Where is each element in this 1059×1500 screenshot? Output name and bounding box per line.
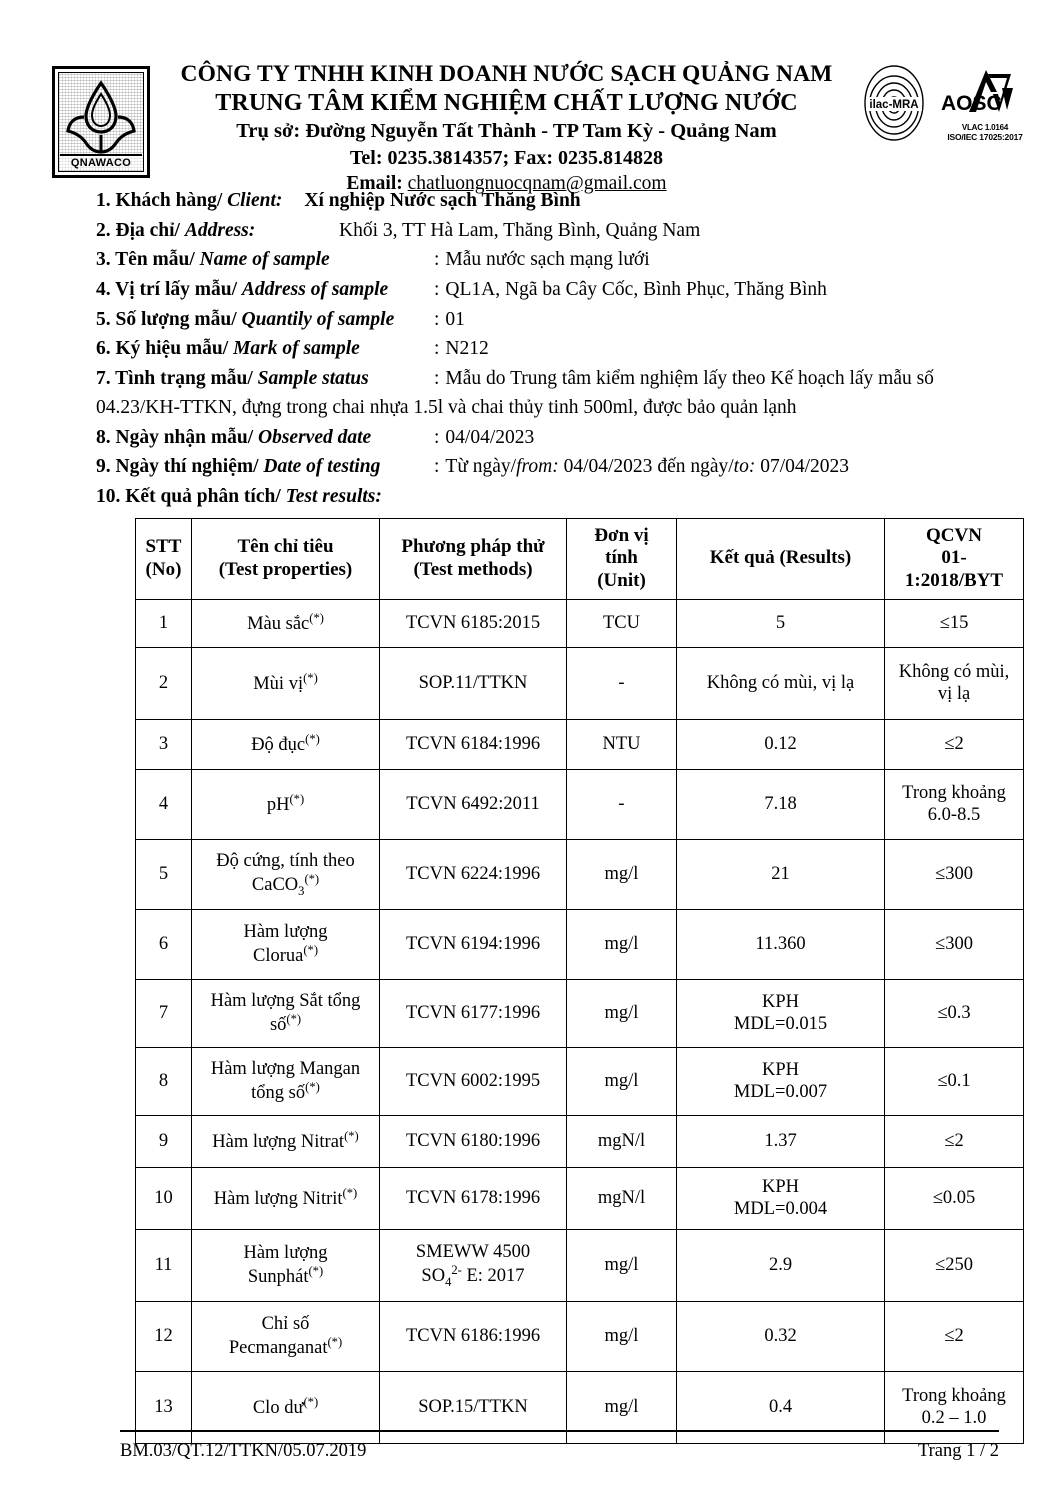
info-label-en: Quantily of sample	[241, 308, 395, 330]
info-number: 1.	[96, 190, 111, 211]
aosc-mark	[939, 64, 1031, 142]
email-label: Email:	[346, 173, 403, 195]
info-label-vi: Số lượng mẫu/	[115, 308, 237, 330]
cell-result: 0.12	[677, 719, 885, 769]
cell-property: pH(*)	[192, 769, 380, 839]
cell-result: 1.37	[677, 1115, 885, 1167]
from-label-vi: Từ ngày/	[445, 456, 517, 478]
cell-property: Màu sắc(*)	[192, 599, 380, 647]
cell-unit: mg/l	[567, 839, 677, 909]
cell-property: Hàm lượng Clorua(*)	[192, 909, 380, 979]
table-row	[136, 719, 1024, 769]
cell-unit: TCU	[567, 599, 677, 647]
iso-standard: ISO/IEC 17025:2017	[947, 132, 1023, 142]
cell-property: Hàm lượng Nitrit(*)	[192, 1167, 380, 1229]
cell-result: KPH MDL=0.007	[677, 1047, 885, 1115]
cell-method: TCVN 6224:1996	[380, 839, 567, 909]
table-row	[136, 979, 1024, 1047]
cell-property: Hàm lượng Mangan tổng số(*)	[192, 1047, 380, 1115]
info-value-mark: N212	[445, 338, 489, 360]
info-separator: :	[434, 367, 440, 389]
svg-text:ilac-MRA: ilac-MRA	[869, 99, 919, 111]
cell-no: 1	[136, 599, 192, 647]
info-label-vi: Tình trạng mẫu/	[115, 367, 253, 389]
table-row	[136, 1301, 1024, 1371]
logo-wordmark: QNAWACO	[60, 154, 142, 169]
cell-method: TCVN 6177:1996	[380, 979, 567, 1047]
page-footer	[120, 1430, 999, 1462]
info-number: 6.	[96, 338, 111, 360]
cell-no: 2	[136, 647, 192, 719]
cell-unit: mg/l	[567, 909, 677, 979]
from-date: 04/04/2023	[558, 456, 658, 478]
info-label-en: Address:	[184, 219, 256, 241]
info-label-vi: Ngày nhận mẫu/	[115, 426, 254, 448]
cell-property: Mùi vị(*)	[192, 647, 380, 719]
cell-method: SOP.11/TTKN	[380, 647, 567, 719]
info-separator: :	[434, 278, 440, 300]
cell-no: 10	[136, 1167, 192, 1229]
cell-result: 21	[677, 839, 885, 909]
info-number: 7.	[96, 367, 111, 389]
info-label-en: Observed date	[258, 426, 372, 448]
company-logo	[52, 66, 150, 178]
to-label-en: to:	[733, 456, 756, 478]
cell-no: 3	[136, 719, 192, 769]
cell-result: 0.32	[677, 1301, 885, 1371]
cell-limit: Không có mùi, vị lạ	[885, 647, 1024, 719]
info-number: 8.	[96, 426, 111, 448]
col-header-stt: STT (No)	[136, 518, 192, 599]
info-value-sample-address: QL1A, Ngã ba Cây Cốc, Bình Phục, Thăng Bình	[445, 278, 827, 300]
info-label-en: Client:	[227, 190, 283, 211]
cell-limit: ≤300	[885, 839, 1024, 909]
table-row	[136, 1047, 1024, 1115]
cell-limit: Trong khoảng 0.2 – 1.0	[885, 1371, 1024, 1443]
address-value: Đường Nguyễn Tất Thành - TP Tam Kỳ - Quảng Nam	[305, 119, 777, 142]
cell-unit: mg/l	[567, 979, 677, 1047]
cell-method: TCVN 6492:2011	[380, 769, 567, 839]
results-heading-vi: Kết quả phân tích/	[125, 485, 281, 507]
results-heading-en: Test results:	[285, 485, 382, 507]
info-separator: :	[434, 308, 440, 330]
info-row-sample-address	[96, 275, 1029, 305]
to-date: 07/04/2023	[755, 456, 850, 478]
cell-result: 0.4	[677, 1371, 885, 1443]
cell-method: TCVN 6184:1996	[380, 719, 567, 769]
cell-result: 2.9	[677, 1229, 885, 1301]
cell-no: 9	[136, 1115, 192, 1167]
table-header-row	[136, 518, 1024, 599]
cell-method: TCVN 6180:1996	[380, 1115, 567, 1167]
cell-unit: mg/l	[567, 1047, 677, 1115]
cell-no: 7	[136, 979, 192, 1047]
info-label-en: Date of testing	[263, 456, 381, 478]
info-value-sample-status: Mẫu do Trung tâm kiểm nghiệm lấy theo Kế hoạch lấy mẫu số	[445, 367, 934, 389]
info-number: 9.	[96, 456, 111, 478]
cell-no: 6	[136, 909, 192, 979]
cell-unit: -	[567, 647, 677, 719]
info-number: 10.	[96, 485, 121, 507]
cell-result: Không có mùi, vị lạ	[677, 647, 885, 719]
cell-unit: -	[567, 769, 677, 839]
info-label-en: Address of sample	[241, 278, 389, 300]
table-row	[136, 1229, 1024, 1301]
results-table-wrapper	[0, 512, 1059, 1444]
company-telfax: Tel: 0235.3814357; Fax: 0235.814828	[349, 146, 664, 169]
table-row	[136, 647, 1024, 719]
page-number: Trang 1 / 2	[917, 1441, 999, 1461]
cell-no: 11	[136, 1229, 192, 1301]
cell-limit: ≤300	[885, 909, 1024, 979]
cell-no: 5	[136, 839, 192, 909]
info-label-vi: Ký hiệu mẫu/	[115, 338, 229, 360]
info-row-sample-status	[96, 364, 1029, 394]
info-row-address	[96, 216, 1029, 246]
info-label-vi: Địa chỉ/	[115, 219, 180, 241]
document-header	[0, 0, 1059, 195]
table-row	[136, 769, 1024, 839]
info-number: 2.	[96, 219, 111, 241]
cell-limit: ≤0.1	[885, 1047, 1024, 1115]
cell-limit: ≤2	[885, 1115, 1024, 1167]
info-number: 3.	[96, 249, 111, 271]
table-row	[136, 1115, 1024, 1167]
sample-info-list	[0, 180, 1059, 512]
info-separator: :	[434, 338, 440, 360]
cell-limit: ≤15	[885, 599, 1024, 647]
cell-result: KPH MDL=0.004	[677, 1167, 885, 1229]
col-header-test-methods: Phương pháp thử (Test methods)	[380, 518, 567, 599]
cell-result: 7.18	[677, 769, 885, 839]
cell-unit: mgN/l	[567, 1167, 677, 1229]
info-row-sample-name	[96, 245, 1029, 275]
cell-unit: mg/l	[567, 1301, 677, 1371]
cell-no: 12	[136, 1301, 192, 1371]
info-label-en: Name of sample	[199, 249, 330, 271]
info-label-vi: Tên mẫu/	[115, 249, 195, 271]
cell-method: SMEWW 4500 $SO_4^{2-}$ E: 2017	[380, 1229, 567, 1301]
col-header-unit: Đơn vị tính (Unit)	[567, 518, 677, 599]
table-row	[136, 909, 1024, 979]
info-value-sample-name: Mẫu nước sạch mạng lưới	[445, 249, 650, 271]
cell-limit: ≤0.3	[885, 979, 1024, 1047]
cell-method: TCVN 6178:1996	[380, 1167, 567, 1229]
aosc-logo-icon	[939, 64, 1031, 120]
table-row	[136, 839, 1024, 909]
col-header-test-properties: Tên chỉ tiêu (Test properties)	[192, 518, 380, 599]
cell-result: 5	[677, 599, 885, 647]
info-value-quantity: 01	[445, 308, 465, 330]
sample-status-continuation: 04.23/KH-TTKN, đựng trong chai nhựa 1.5l và chai thủy tinh 500ml, được bảo quản lạnh	[96, 397, 797, 419]
info-value-observed-date: 04/04/2023	[445, 426, 535, 448]
cell-unit: mg/l	[567, 1229, 677, 1301]
info-number: 5.	[96, 308, 111, 330]
cell-property: Hàm lượng Sunphát(*)	[192, 1229, 380, 1301]
company-address	[156, 118, 857, 145]
cell-method: TCVN 6185:2015	[380, 599, 567, 647]
info-row-testing-date	[96, 452, 1029, 482]
ilac-mra-seal-icon	[863, 64, 925, 142]
cell-result: KPH MDL=0.015	[677, 979, 885, 1047]
info-separator: :	[434, 456, 440, 478]
info-label-vi: Khách hàng/	[115, 190, 223, 211]
cell-unit: mgN/l	[567, 1115, 677, 1167]
vlac-code: VLAC 1.0164	[961, 123, 1009, 132]
email-link[interactable]: chatluongnuocqnam@gmail.com	[407, 173, 667, 195]
form-code: BM.03/QT.12/TTKN/05.07.2019	[120, 1441, 367, 1461]
info-separator: :	[434, 249, 440, 271]
svg-text:AOSC: AOSC	[941, 92, 1002, 115]
info-separator: :	[434, 426, 440, 448]
cell-no: 4	[136, 769, 192, 839]
info-number: 4.	[96, 278, 111, 300]
info-row-client	[96, 186, 1029, 216]
address-label: Trụ sở:	[236, 119, 301, 142]
info-label-vi: Ngày thí nghiệm/	[115, 456, 259, 478]
cell-property: Clo dư(*)	[192, 1371, 380, 1443]
accreditation-marks	[863, 64, 1039, 142]
info-row-observed-date	[96, 423, 1029, 453]
cell-property: Độ cứng, tính theo CaCO$_3$(*)	[192, 839, 380, 909]
col-header-results: Kết quả (Results)	[677, 518, 885, 599]
cell-no: 8	[136, 1047, 192, 1115]
info-label-vi: Vị trí lấy mẫu/	[115, 278, 238, 300]
cell-no: 13	[136, 1371, 192, 1443]
cell-result: 11.360	[677, 909, 885, 979]
to-label-vi: đến ngày/	[657, 456, 734, 478]
center-name: TRUNG TÂM KIỂM NGHIỆM CHẤT LƯỢNG NƯỚC	[215, 89, 798, 116]
table-row	[136, 599, 1024, 647]
results-section-heading	[96, 482, 1029, 512]
table-row	[136, 1167, 1024, 1229]
cell-unit: mg/l	[567, 1371, 677, 1443]
cell-limit: ≤250	[885, 1229, 1024, 1301]
info-value-client: Xí nghiệp Nước sạch Thăng Bình	[304, 190, 581, 211]
cell-limit: ≤0.05	[885, 1167, 1024, 1229]
title-block	[150, 60, 863, 197]
cell-method: SOP.15/TTKN	[380, 1371, 567, 1443]
test-results-table	[135, 518, 1024, 1444]
info-value-address: Khối 3, TT Hà Lam, Thăng Bình, Quảng Nam	[339, 219, 701, 241]
cell-limit: Trong khoảng 6.0-8.5	[885, 769, 1024, 839]
company-name: CÔNG TY TNHH KINH DOANH NƯỚC SẠCH QUẢNG NAM	[180, 61, 833, 87]
cell-method: TCVN 6194:1996	[380, 909, 567, 979]
info-label-en: Sample status	[257, 367, 369, 389]
cell-method: TCVN 6186:1996	[380, 1301, 567, 1371]
cell-method: TCVN 6002:1995	[380, 1047, 567, 1115]
water-drop-in-hands-icon	[64, 77, 138, 162]
cell-property: Hàm lượng Nitrat(*)	[192, 1115, 380, 1167]
cell-property: Hàm lượng Sắt tổng số(*)	[192, 979, 380, 1047]
info-row-mark	[96, 334, 1029, 364]
cell-unit: NTU	[567, 719, 677, 769]
info-value-testing-date	[445, 452, 1029, 482]
info-row-quantity	[96, 305, 1029, 335]
cell-property: Chỉ số Pecmanganat(*)	[192, 1301, 380, 1371]
from-label-en: from:	[516, 456, 559, 478]
info-label-en: Mark of sample	[233, 338, 360, 360]
col-header-qcvn: QCVN 01- 1:2018/BYT	[885, 518, 1024, 599]
cell-property: Độ đục(*)	[192, 719, 380, 769]
cell-limit: ≤2	[885, 1301, 1024, 1371]
cell-limit: ≤2	[885, 719, 1024, 769]
